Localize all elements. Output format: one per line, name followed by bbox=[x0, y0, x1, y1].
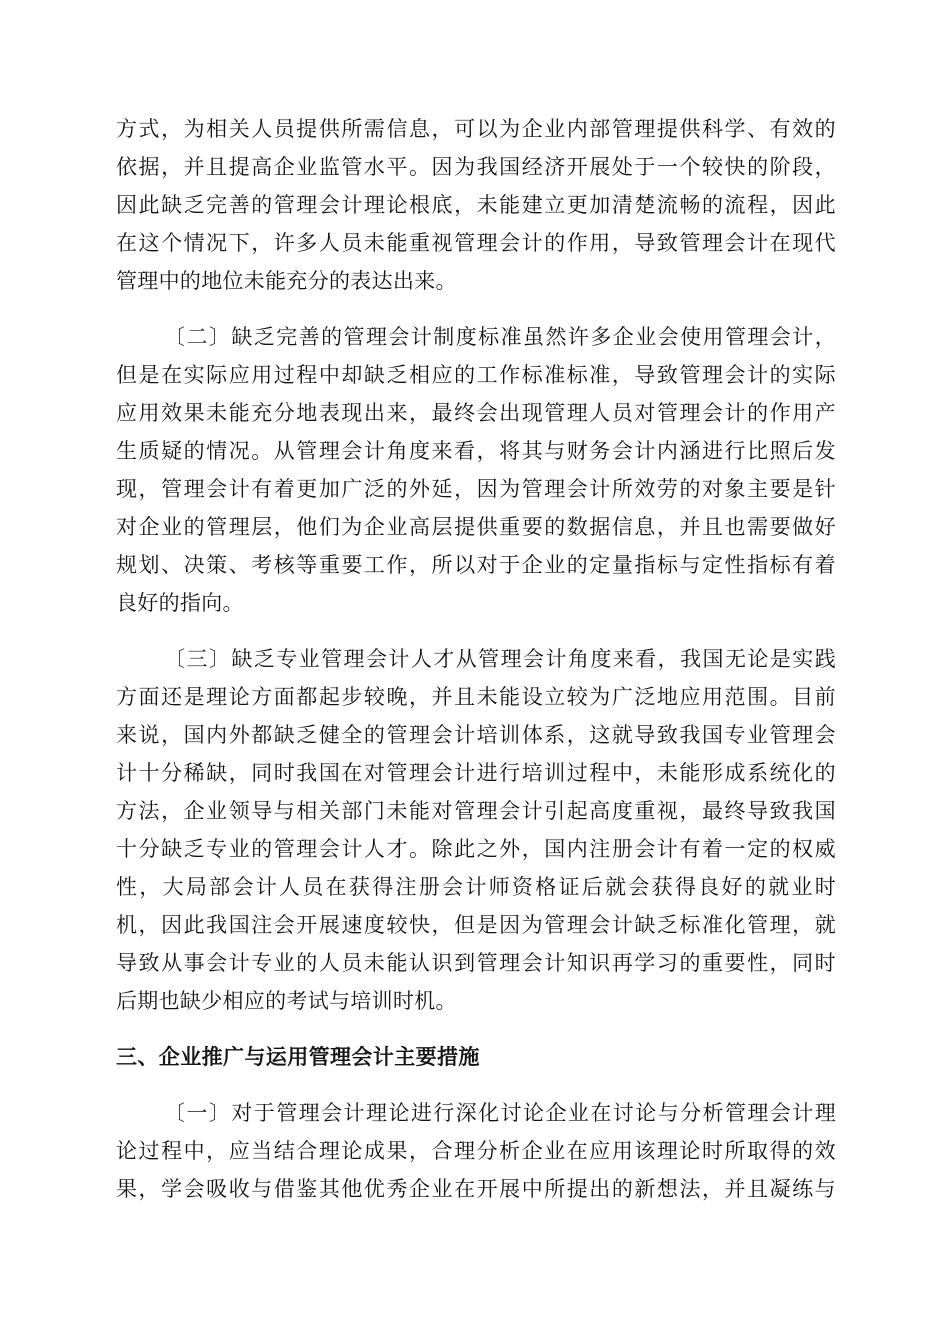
paragraph-1-line-3: 因此缺乏完善的管理会计理论根底，未能建立更加清楚流畅的流程，因此 bbox=[116, 193, 836, 217]
paragraph-2-line-6: 对企业的管理层，他们为企业高层提供重要的数据信息，并且也需要做好 bbox=[116, 515, 836, 539]
section-heading: 三、企业推广与运用管理会计主要措施 bbox=[116, 1045, 480, 1069]
paragraph-2-line-2: 但是在实际应用过程中却缺乏相应的工作标准标准，导致管理会计的实际 bbox=[116, 363, 836, 387]
paragraph-3-line-3: 来说，国内外都缺乏健全的管理会计培训体系，这就导致我国专业管理会 bbox=[116, 723, 836, 747]
paragraph-3-line-9: 导致从事会计专业的人员未能认识到管理会计知识再学习的重要性，同时 bbox=[116, 951, 836, 975]
paragraph-2-line-5: 现，管理会计有着更加广泛的外延，因为管理会计所效劳的对象主要是针 bbox=[116, 477, 836, 501]
paragraph-1-line-2: 依据，并且提高企业监管水平。因为我国经济开展处于一个较快的阶段， bbox=[116, 155, 836, 179]
paragraph-2-line-4: 生质疑的情况。从管理会计角度来看，将其与财务会计内涵进行比照后发 bbox=[116, 439, 836, 463]
paragraph-4-line-3: 果，学会吸收与借鉴其他优秀企业在开展中所提出的新想法，并且凝练与 bbox=[116, 1177, 836, 1201]
paragraph-3-line-4: 计十分稀缺，同时我国在对管理会计进行培训过程中，未能形成系统化的 bbox=[116, 761, 836, 785]
paragraph-1-line-1: 方式，为相关人员提供所需信息，可以为企业内部管理提供科学、有效的 bbox=[116, 117, 836, 141]
paragraph-3-line-10: 后期也缺少相应的考试与培训时机。 bbox=[116, 989, 457, 1013]
paragraph-3-line-5: 方法，企业领导与相关部门未能对管理会计引起高度重视，最终导致我国 bbox=[116, 799, 836, 823]
paragraph-2-line-3: 应用效果未能充分地表现出来，最终会出现管理人员对管理会计的作用产 bbox=[116, 401, 836, 425]
paragraph-2-line-8: 良好的指向。 bbox=[116, 591, 244, 615]
paragraph-2-line-7: 规划、决策、考核等重要工作，所以对于企业的定量指标与定性指标有着 bbox=[116, 553, 836, 577]
paragraph-3-line-7: 性，大局部会计人员在获得注册会计师资格证后就会获得良好的就业时 bbox=[116, 875, 836, 899]
paragraph-1-line-4: 在这个情况下，许多人员未能重视管理会计的作用，导致管理会计在现代 bbox=[116, 231, 836, 255]
paragraph-4-line-1: 〔一〕对于管理会计理论进行深化讨论企业在讨论与分析管理会计理 bbox=[164, 1101, 836, 1125]
paragraph-3-line-6: 十分缺乏专业的管理会计人才。除此之外，国内注册会计有着一定的权威 bbox=[116, 837, 836, 861]
paragraph-2-line-1: 〔二〕缺乏完善的管理会计制度标准虽然许多企业会使用管理会计， bbox=[164, 325, 836, 349]
paragraph-3-line-2: 方面还是理论方面都起步较晚，并且未能设立较为广泛地应用范围。目前 bbox=[116, 685, 836, 709]
paragraph-3-line-1: 〔三〕缺乏专业管理会计人才从管理会计角度来看，我国无论是实践 bbox=[164, 647, 836, 671]
paragraph-3-line-8: 机，因此我国注会开展速度较快，但是因为管理会计缺乏标准化管理，就 bbox=[116, 913, 836, 937]
paragraph-4-line-2: 论过程中，应当结合理论成果，合理分析企业在应用该理论时所取得的效 bbox=[116, 1139, 836, 1163]
paragraph-1-line-5: 管理中的地位未能充分的表达出来。 bbox=[116, 269, 457, 293]
